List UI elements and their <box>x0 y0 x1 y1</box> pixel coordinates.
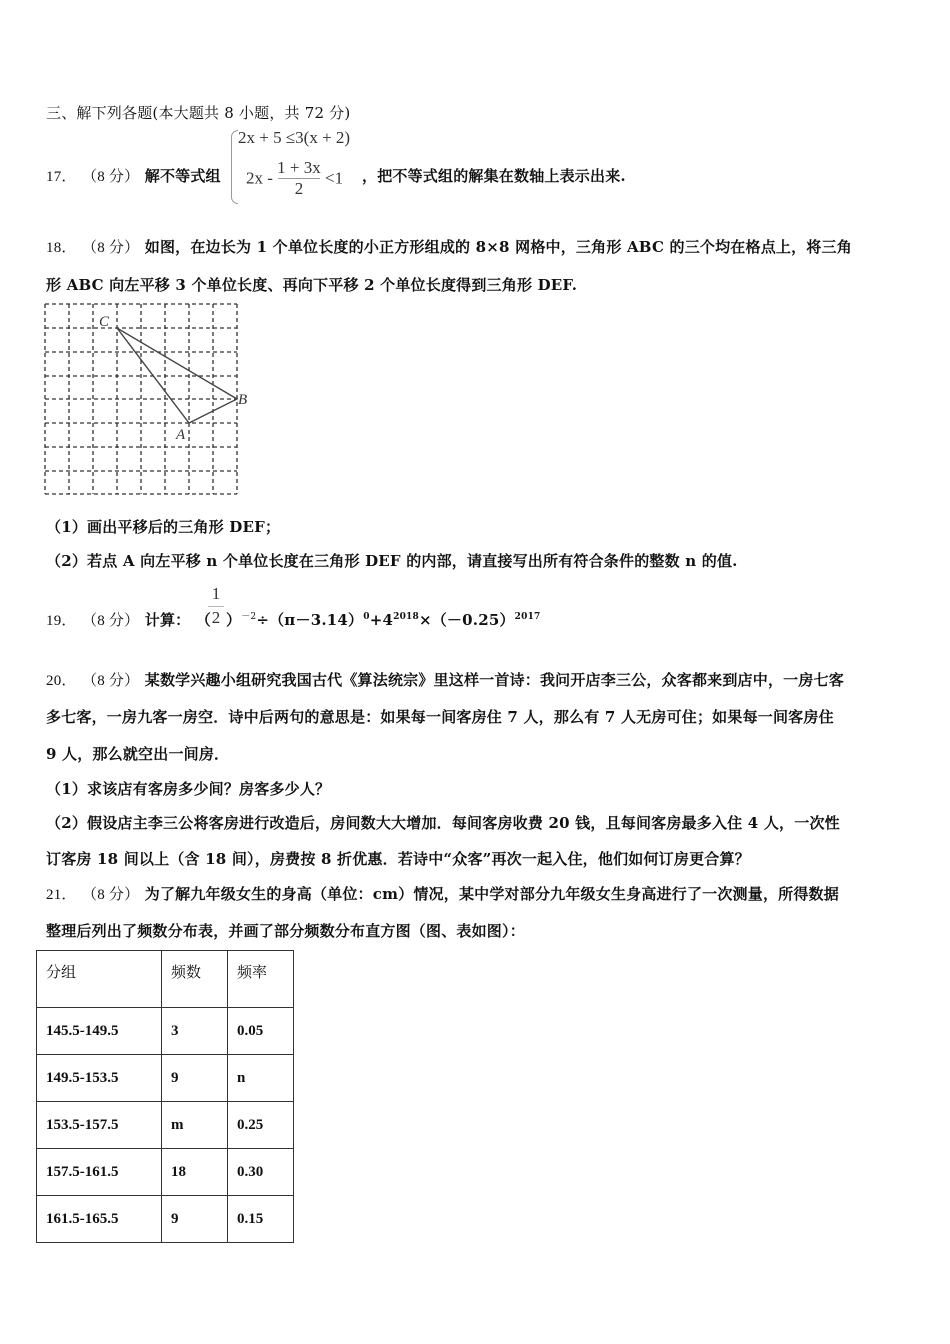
point-label-c: C <box>99 314 110 330</box>
question-20-line-1 <box>46 669 844 690</box>
fraction-bar <box>208 606 224 607</box>
frequency-table <box>36 950 294 1243</box>
expression-part: +4 <box>369 611 394 629</box>
table-row <box>37 1102 294 1149</box>
table-cell: 0.30 <box>228 1149 294 1196</box>
table-cell: 0.05 <box>228 1008 294 1055</box>
table-header-cell: 频数 <box>162 951 228 1008</box>
section-title: 三、解下列各题(本大题共 8 小题，共 72 分) <box>46 104 351 122</box>
table-header-row <box>37 951 294 1008</box>
inequality-2-left: 2x - <box>246 168 273 188</box>
table-header-cell: 频率 <box>228 951 294 1008</box>
expression-part: ×（－0.25） <box>418 611 515 629</box>
fraction-numerator: 1 <box>211 584 221 603</box>
triangle-abc <box>117 328 237 423</box>
question-20-sub-1: （1）求该店有客房多少间？房客多少人？ <box>46 780 331 798</box>
question-number: 19． <box>46 613 77 629</box>
question-17-suffix: ，把不等式组的解集在数轴上表示出来. <box>362 167 626 185</box>
table-cell: 9 <box>162 1055 228 1102</box>
question-score: （8 分） <box>82 169 140 185</box>
exponent: 2018 <box>393 612 419 622</box>
question-text: 为了解九年级女生的身高（单位：cm）情况，某中学对部分九年级女生身高进行了一次测量，所得数据 <box>144 885 839 903</box>
question-number: 18． <box>46 240 77 256</box>
question-18-sub-1: （1）画出平移后的三角形 DEF； <box>46 518 281 536</box>
table-cell: 153.5-157.5 <box>37 1102 162 1149</box>
expression-part: ÷（π－3.14） <box>256 611 364 629</box>
question-score: （8 分） <box>82 613 140 629</box>
half-fraction <box>206 584 226 627</box>
fraction-denominator: 2 <box>294 179 304 198</box>
question-18-line-1 <box>46 236 852 257</box>
table-header-cell: 分组 <box>37 951 162 1008</box>
exponent: 2017 <box>514 612 541 622</box>
exponent: 0 <box>363 612 370 622</box>
question-20-sub-2-line-1: （2）假设店主李三公将客房进行改造后，房间数大大增加．每间客房收费 20 钱，且每间客房最多入住 4 人，一次性 <box>46 814 840 832</box>
question-number: 20． <box>46 673 77 689</box>
table-cell: 145.5-149.5 <box>37 1008 162 1055</box>
table-cell: n <box>228 1055 294 1102</box>
question-19-expression <box>226 609 541 630</box>
table-cell: 161.5-165.5 <box>37 1196 162 1243</box>
table-cell: 157.5-161.5 <box>37 1149 162 1196</box>
inequality-2-right: <1 <box>325 168 344 188</box>
question-20-sub-2-line-2: 订客房 18 间以上（含 18 间），房费按 8 折优惠．若诗中“众客”再次一起入住，他们如何订房更合算？ <box>46 850 750 868</box>
fraction-denominator: 2 <box>211 608 221 627</box>
question-21-line-2: 整理后列出了频数分布表，并画了部分频数分布直方图（图、表如图）： <box>46 922 525 940</box>
paren-open: （ <box>195 611 211 629</box>
question-19 <box>46 609 211 630</box>
table-cell: 149.5-153.5 <box>37 1055 162 1102</box>
inequality-2-fraction <box>277 158 321 199</box>
table-cell: 0.25 <box>228 1102 294 1149</box>
question-score: （8 分） <box>82 673 140 689</box>
question-17 <box>46 165 221 186</box>
table-cell: 9 <box>162 1196 228 1243</box>
grid-figure <box>40 298 265 503</box>
question-text: 如图，在边长为 1 个单位长度的小正方形组成的 8×8 网格中，三角形 ABC 的三个均在格点上，将三角 <box>144 238 852 256</box>
table-row <box>37 1196 294 1243</box>
question-20-line-3: 9 人，那么就空出一间房． <box>46 745 230 763</box>
table-cell: 18 <box>162 1149 228 1196</box>
question-20-line-2: 多七客，一房九客一房空．诗中后两句的意思是：如果每一间客房住 7 人，那么有 7 人无房可住；如果每一间客房住 <box>46 708 834 726</box>
point-label-b: B <box>238 392 248 408</box>
table-cell: 0.15 <box>228 1196 294 1243</box>
question-number: 17． <box>46 169 77 185</box>
inequality-2 <box>246 158 343 199</box>
dashed-grid <box>45 304 237 494</box>
paren-close: ） <box>226 611 242 629</box>
question-21-line-1 <box>46 883 839 904</box>
system-brace <box>231 130 238 204</box>
exponent: －2 <box>241 612 257 622</box>
question-18-sub-2: （2）若点 A 向左平移 n 个单位长度在三角形 DEF 的内部，请直接写出所有符合条件的整数 n 的值. <box>46 552 738 570</box>
table-cell: 3 <box>162 1008 228 1055</box>
point-label-a: A <box>176 427 186 443</box>
inequality-1: 2x + 5 ≤3(x + 2) <box>238 128 351 147</box>
fraction-numerator: 1 + 3x <box>277 158 321 177</box>
question-score: （8 分） <box>82 240 140 256</box>
question-number: 21． <box>46 887 77 903</box>
question-prompt: 计算： <box>144 611 191 629</box>
table-row <box>37 1008 294 1055</box>
question-score: （8 分） <box>82 887 140 903</box>
question-text: 某数学兴趣小组研究我国古代《算法统宗》里这样一首诗：我问开店李三公，众客都来到店中，一房七客 <box>144 671 844 689</box>
question-18-line-2: 形 ABC 向左平移 3 个单位长度、再向下平移 2 个单位长度得到三角形 DEF. <box>46 276 578 294</box>
table-row <box>37 1055 294 1102</box>
table-cell: m <box>162 1102 228 1149</box>
table-row <box>37 1149 294 1196</box>
question-prompt: 解不等式组 <box>144 167 221 185</box>
